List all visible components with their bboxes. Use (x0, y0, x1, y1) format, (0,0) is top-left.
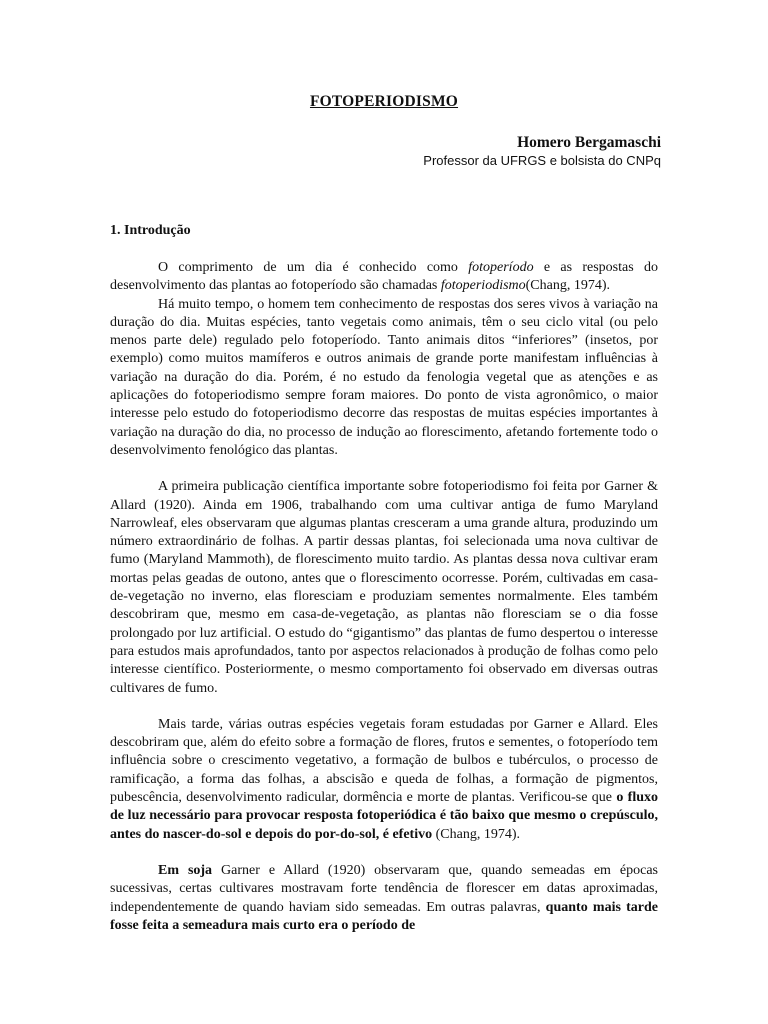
p1-text-a: O comprimento de um dia é conhecido como (158, 260, 469, 275)
paragraph-4 (110, 716, 658, 844)
p1-term-fotoperiodo: fotoperíodo (468, 260, 534, 275)
p4-citation: (Chang, 1974). (432, 826, 520, 842)
author-name: Homero Bergamaschi (517, 134, 661, 151)
p5-emphasis: quanto mais tarde fosse feita a semeadura mais curto era o período de (110, 899, 658, 933)
p5-text-b: Garner e Allard (1920) observaram que, quando semeadas em épocas sucessivas, certas cultivares mostravam forte tendência de florescer em datas aproximadas, independentemente de quando haviam sido semeadas. Em outras palavras, (110, 862, 658, 915)
p1-term-fotoperiodismo: fotoperiodismo (440, 278, 526, 294)
p4-text-a: Mais tarde, várias outras espécies vegetais foram estudadas por Garner e Allard. Eles descobriram que, além do efeito sobre a formação de flores, frutos e sementes, o fotoperíodo tem influência sobre o crescimento vegetativo, a formação de bulbos e tubérculos, o processo de ramificação, a forma das folhas, a abscisão e queda de folhas, a formação de pigmentos, pubescência, desenvolvimento radicular, dormência e morte de plantas. Verificou-se que (110, 716, 658, 806)
paragraph-5 (110, 862, 658, 935)
paragraph-1 (110, 259, 658, 296)
document-title: FOTOPERIODISMO (309, 93, 459, 110)
paragraph-2: Há muito tempo, o homem tem conhecimento de respostas dos seres vivos à variação na duração do dia. Muitas espécies, tanto vegetais como animais, têm o seu ciclo vital (ou pelo menos parte dele) regulado pelo fotoperíodo. Tanto animais ditos “inferiores” (insetos, por exemplo) como muitos mamíferos e outros animais de grande porte manifestam influências à variação na duração do dia. Porém, é no estudo da fenologia vegetal que as atenções e as aplicações do fotoperiodismo sempre foram maiores. Do ponto de vista agronômico, o maior interesse pelo estudo do fotoperiodismo decorre das respostas de muitas espécies importantes à variação na duração do dia, no processo de indução ao florescimento, afetando fortemente todo o desenvolvimento fenológico das plantas. (110, 296, 658, 458)
p4-emphasis: o fluxo de luz necessário para provocar resposta fotoperiódica é tão baixo que mesmo o crepúsculo, antes do nascer-do-sol e depois do por-do-sol, é efetivo (110, 790, 659, 842)
document-body (110, 259, 658, 935)
p1-citation: (Chang, 1974). (525, 278, 611, 294)
author-affiliation: Professor da UFRGS e bolsista do CNPq (423, 153, 661, 168)
p5-lead: Em soja (158, 862, 213, 878)
p1-text-c: e as respostas do desenvolvimento das plantas ao fotoperíodo são chamadas (110, 260, 658, 294)
section-heading: 1. Introdução (110, 223, 191, 238)
paragraph-3: A primeira publicação científica importante sobre fotoperiodismo foi feita por Garner & Allard (1920). Ainda em 1906, trabalhando com uma cultivar antiga de fumo Maryland Narrowleaf, eles observaram que algumas plantas cresceram a uma grande altura, produzindo um número extraordinário de folhas. A partir dessas plantas, foi selecionada uma nova cultivar de fumo (Maryland Mammoth), de florescimento muito tardio. As plantas dessa nova cultivar eram mortas pelas geadas de outono, antes que o florescimento ocorresse. Porém, cultivadas em casa-de-vegetação no inverno, elas floresciam e produziam sementes normalmente. Eles também descobriram que, mesmo em casa-de-vegetação, as plantas não floresciam se o dia fosse prolongado por luz artificial. O estudo do “gigantismo” das plantas de fumo despertou o interesse para estudos mais aprofundados, tanto por aspectos relacionados à produção de folhas como pelo interesse científico. Posteriormente, o mesmo comportamento foi observado em diversas outras cultivares de fumo. (110, 479, 658, 696)
